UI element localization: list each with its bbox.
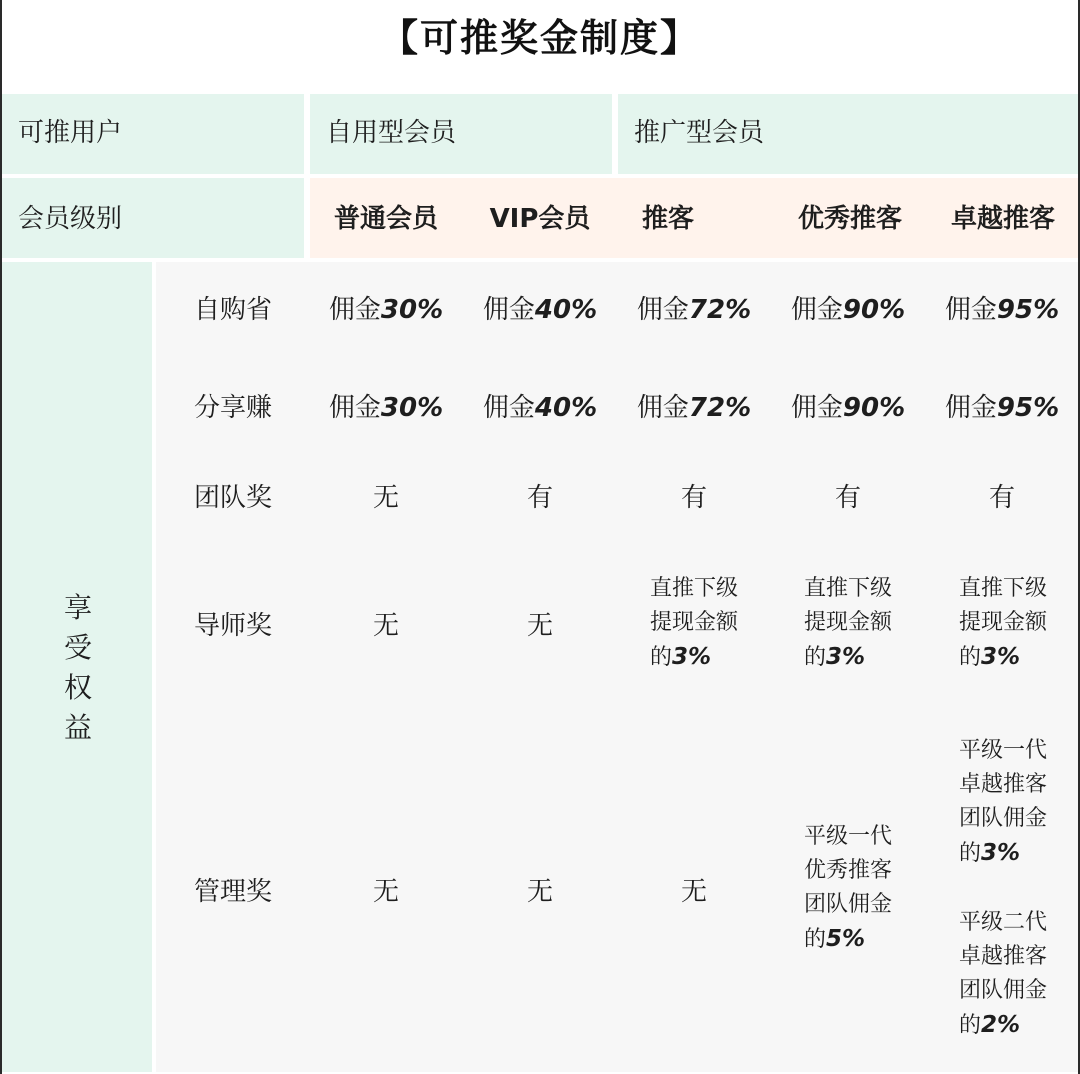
level-superb: 卓越推客 [950, 204, 1055, 234]
value-share-promoter: 佣金72% [636, 393, 752, 423]
value-mentor-normal: 无 [372, 611, 399, 641]
page-title: 【可推奖金制度】 [379, 16, 700, 60]
value-team-superb: 有 [988, 483, 1015, 513]
header-level-label: 会员级别 [2, 178, 304, 258]
value-self-buy-vip: 佣金40% [482, 295, 598, 325]
header-promo: 推广型会员 [618, 94, 1078, 174]
value-mentor-promoter: 直推下级 提现金额 的3% [650, 576, 739, 670]
level-vip: VIP会员 [489, 204, 591, 234]
value-self-buy-excellent: 佣金90% [790, 295, 906, 325]
value-share-excellent: 佣金90% [790, 393, 906, 423]
value-management-vip: 无 [526, 877, 553, 907]
row-label-self-buy: 自购省 [193, 295, 272, 325]
value-mentor-vip: 无 [526, 611, 553, 641]
section-label-benefits [58, 588, 98, 758]
benefits-panel [156, 262, 1078, 1072]
value-mentor-superb: 直推下级 提现金额 的3% [959, 576, 1048, 670]
section-char: 益 [63, 711, 92, 744]
value-management-promoter: 无 [680, 877, 707, 907]
row-label-team: 团队奖 [193, 483, 272, 513]
value-team-normal: 无 [372, 483, 399, 513]
value-share-vip: 佣金40% [482, 393, 598, 423]
value-team-vip: 有 [526, 483, 553, 513]
level-normal: 普通会员 [333, 204, 438, 234]
header-user-label: 可推用户 [2, 94, 304, 174]
section-char: 受 [63, 631, 92, 664]
level-excellent: 优秀推客 [797, 204, 902, 234]
value-management-superb-gen1: 平级一代 卓越推客 团队佣金 的3% [959, 738, 1048, 866]
header-self-use: 自用型会员 [310, 94, 612, 174]
section-char: 权 [63, 671, 92, 704]
value-mentor-excellent: 直推下级 提现金额 的3% [804, 576, 893, 670]
value-self-buy-superb: 佣金95% [944, 295, 1060, 325]
value-team-promoter: 有 [680, 483, 707, 513]
row-label-mentor: 导师奖 [193, 611, 272, 641]
value-self-buy-normal: 佣金30% [328, 295, 444, 325]
level-promoter: 推客 [641, 204, 694, 234]
value-team-excellent: 有 [834, 483, 861, 513]
row-label-management: 管理奖 [193, 877, 272, 907]
value-self-buy-promoter: 佣金72% [636, 295, 752, 325]
section-char: 享 [63, 591, 92, 624]
value-management-superb-gen2: 平级二代 卓越推客 团队佣金 的2% [959, 910, 1048, 1038]
value-share-normal: 佣金30% [328, 393, 444, 423]
row-label-share-earn: 分享赚 [193, 393, 272, 423]
value-management-excellent: 平级一代 优秀推客 团队佣金 的5% [804, 824, 893, 952]
value-share-superb: 佣金95% [944, 393, 1060, 423]
value-management-normal: 无 [372, 877, 399, 907]
